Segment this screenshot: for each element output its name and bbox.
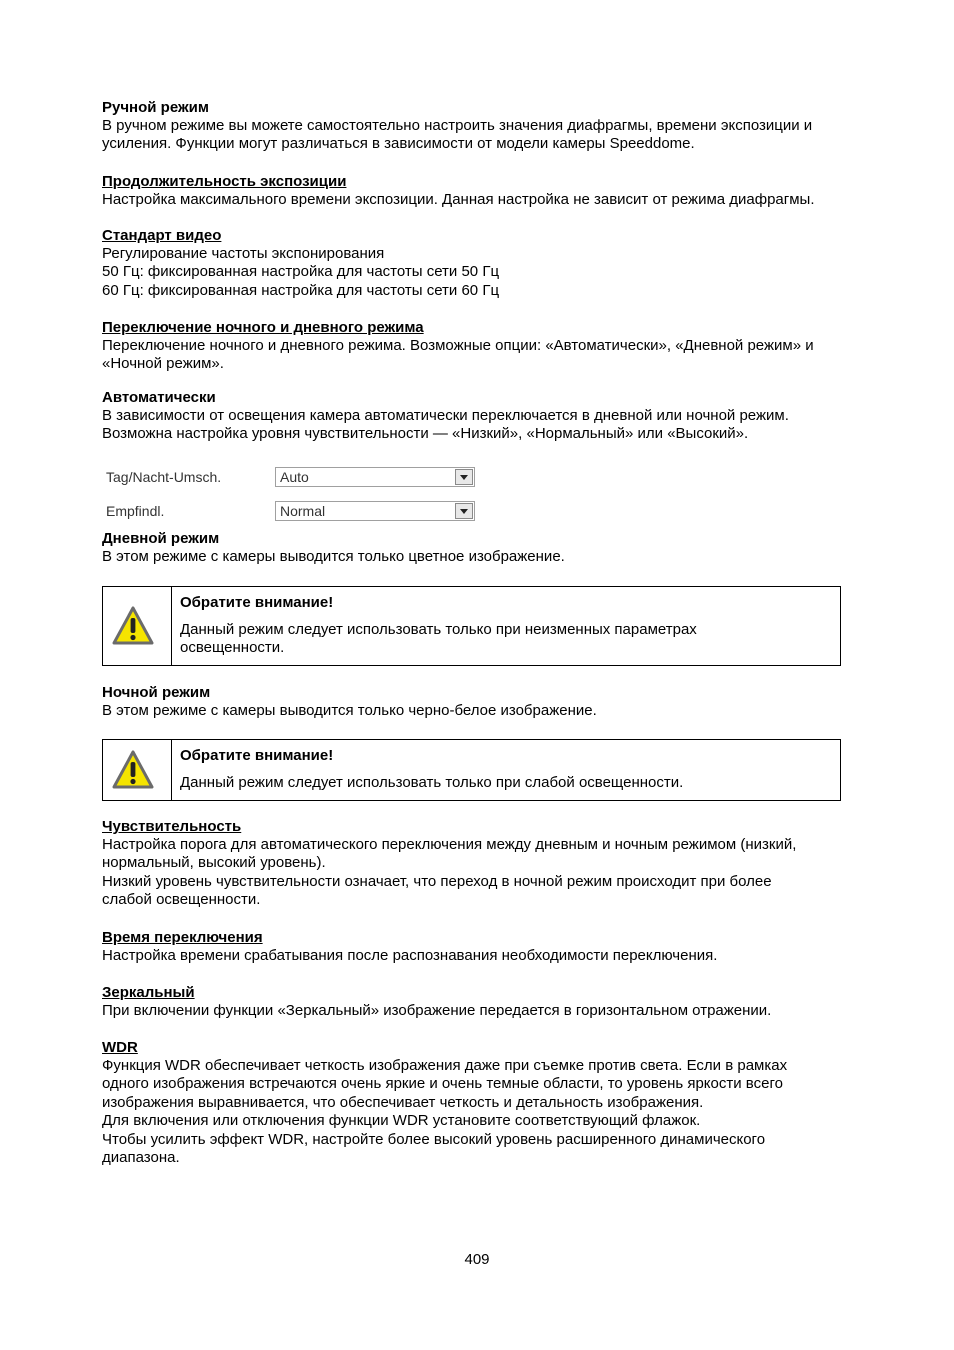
text-line: Настройка максимального времени экспозиции. Данная настройка не зависит от режима диафрагмы. [102, 191, 815, 208]
chevron-down-icon[interactable] [455, 503, 473, 519]
section-exposure-duration [102, 173, 872, 209]
section-heading: Ночной режим [102, 684, 211, 701]
text-line: Низкий уровень чувствительности означает, что переход в ночной режим происходит при более [102, 872, 772, 890]
day-night-setting-row [102, 467, 482, 489]
text-line: При включении функции «Зеркальный» изображение передается в горизонтальном отражении. [102, 1002, 772, 1019]
day-night-value: Auto [280, 469, 309, 485]
day-night-select[interactable] [275, 467, 475, 487]
section-day-mode [102, 530, 872, 566]
note-content [180, 594, 832, 658]
section-night-mode [102, 684, 872, 720]
text-line: слабой освещенности. [102, 891, 261, 909]
section-video-standard [102, 227, 872, 300]
text-line: Чтобы усилить эффект WDR, настройте более высокий уровень расширенного динамического [102, 1130, 766, 1148]
section-heading: WDR [102, 1039, 138, 1056]
note-title: Обратите внимание! [180, 594, 334, 611]
sensitivity-value: Normal [280, 503, 326, 519]
section-heading: Ручной режим [102, 99, 209, 116]
section-heading: Дневной режим [102, 530, 220, 547]
note-text-line: Данный режим следует использовать только при неизменных параметрах [180, 621, 697, 638]
section-sensitivity [102, 818, 872, 910]
section-wdr [102, 1039, 872, 1167]
text-line: В этом режиме с камеры выводится только цветное изображение. [102, 548, 565, 565]
attention-note [102, 739, 841, 801]
text-line: 60 Гц: фиксированная настройка для частоты сети 60 Гц [102, 281, 500, 299]
text-line: Настройка порога для автоматического переключения между дневным и ночным режимом (низкий, [102, 836, 797, 853]
section-heading: Зеркальный [102, 984, 195, 1001]
section-heading: Продолжительность экспозиции [102, 173, 347, 190]
section-heading: Время переключения [102, 929, 263, 946]
note-icon-cell [103, 740, 172, 800]
note-text [180, 621, 832, 658]
text-line: Для включения или отключения функции WDR установите соответствующий флажок. [102, 1112, 701, 1130]
section-heading: Стандарт видео [102, 227, 222, 244]
text-line: В зависимости от освещения камера автоматически переключается в дневной или ночной режим. [102, 407, 789, 424]
text-line: 50 Гц: фиксированная настройка для частоты сети 50 Гц [102, 263, 500, 281]
text-line: Функция WDR обеспечивает четкость изображения даже при съемке против света. Если в рамках [102, 1057, 788, 1074]
text-line: нормальный, высокий уровень). [102, 854, 326, 872]
section-switch-time [102, 929, 872, 965]
text-line: изображения выравнивается, что обеспечивает четкость и детальность изображения. [102, 1093, 704, 1111]
text-line: усиления. Функции могут различаться в зависимости от модели камеры Speeddome. [102, 135, 695, 153]
section-heading: Переключение ночного и дневного режима [102, 319, 424, 336]
note-icon-cell [103, 587, 172, 665]
section-heading: Автоматически [102, 389, 216, 406]
section-day-night-switch [102, 319, 872, 374]
page-number: 409 [464, 1251, 490, 1268]
text-line: В ручном режиме вы можете самостоятельно настроить значения диафрагмы, времени экспозиции и [102, 117, 813, 134]
section-mirror [102, 984, 872, 1020]
sensitivity-select[interactable] [275, 501, 475, 521]
text-line: В этом режиме с камеры выводится только черно-белое изображение. [102, 702, 597, 719]
text-line: Регулирование частоты экспонирования [102, 245, 385, 262]
note-content [180, 747, 832, 792]
section-automatic [102, 389, 872, 444]
note-text-line: освещенности. [180, 639, 285, 657]
text-line: одного изображения встречаются очень яркие и очень темные области, то уровень яркости всего [102, 1075, 783, 1093]
note-text-line: Данный режим следует использовать только при слабой освещенности. [180, 774, 684, 791]
chevron-down-icon[interactable] [455, 469, 473, 485]
note-title: Обратите внимание! [180, 747, 334, 764]
text-line: «Ночной режим». [102, 355, 224, 373]
note-text [180, 774, 832, 792]
day-night-label: Tag/Nacht-Umsch. [106, 469, 222, 485]
sensitivity-setting-row [102, 501, 482, 523]
text-line: диапазона. [102, 1149, 180, 1167]
sensitivity-label: Empfindl. [106, 503, 165, 519]
warning-triangle-icon [111, 749, 155, 791]
attention-note [102, 586, 841, 666]
text-line: Возможна настройка уровня чувствительности — «Низкий», «Нормальный» или «Высокий». [102, 425, 749, 443]
text-line: Переключение ночного и дневного режима. Возможные опции: «Автоматически», «Дневной режим» и [102, 337, 814, 354]
section-manual-mode [102, 99, 872, 154]
section-heading: Чувствительность [102, 818, 242, 835]
text-line: Настройка времени срабатывания после распознавания необходимости переключения. [102, 947, 718, 964]
warning-triangle-icon [111, 605, 155, 647]
